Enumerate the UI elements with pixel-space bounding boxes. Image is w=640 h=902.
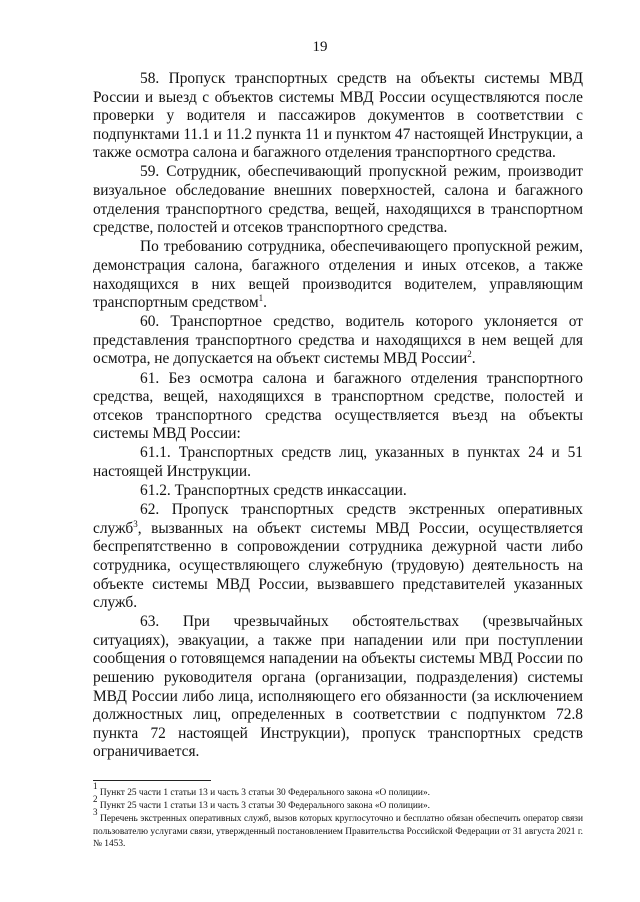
paragraph-59-demonstration: По требованию сотрудника, обеспечивающего пропускной режим, демонстрация салона, багажного отделения и иных отсеков, а также находящихся в них вещей производится водителем, управляющим транспортным средством$^1$. [93,238,583,312]
footnote-separator [93,780,211,781]
footnotes [93,781,584,850]
footnote-ref-3: 3 [133,518,138,529]
paragraph-58: 58. Пропуск транспортных средств на объекты системы МВД России и выезд с объектов системы МВД России осуществляются после проверки у водителя и пассажиров документов в соответствии с подпунктами 11.1 и 11.2 пункта 11 и пунктом 47 настоящей Инструкции, а также осмотра салона и багажного отделения транспортного средства. [93,70,583,162]
document-body [93,70,583,762]
footnote-3: $^3$ Перечень экстренных оперативных служб, вызов которых круглосуточно и бесплатно обязан обеспечить оператор связи пользователю услугами связи, утвержденный постановлением Правительства Российской Федерации от 31 августа 2021 г. № 1453. [93,807,584,849]
paragraph-59: 59. Сотрудник, обеспечивающий пропускной режим, производит визуальное обследование внешних поверхностей, салона и багажного отделения транспортного средства, вещей, находящихся в транспортном средстве, полостей и отсеков транспортного средства. [93,163,583,237]
paragraph-60: 60. Транспортное средство, водитель которого уклоняется от представления транспортного средства и находящихся в нем вещей для осмотра, не допускается на объект системы МВД России$^2$. [93,313,583,368]
paragraph-63: 63. При чрезвычайных обстоятельствах (чрезвычайных ситуациях), эвакуации, а также при нападении или при поступлении сообщения о готовящемся нападении на объекты системы МВД России по решению руководителя органа (организации, подразделения) системы МВД России либо лица, исполняющего его обязанности (за исключением должностных лиц, определенных в соответствии с подпунктом 72.8 пункта 72 настоящей Инструкции), пропуск транспортных средств ограничивается. [93,613,583,761]
paragraph-62: 62. Пропуск транспортных средств экстренных оперативных служб$^3$, вызванных на объект системы МВД России, осуществляется беспрепятственно в сопровождении сотрудника дежурной части либо сотрудника, осуществляющего служебную (трудовую) деятельность на объекте системы МВД России, вызвавшего представителей указанных служб. [93,501,583,612]
paragraph-61-1: 61.1. Транспортных средств лиц, указанных в пунктах 24 и 51 настоящей Инструкции. [93,444,583,480]
footnote-1: $^1$ Пункт 25 части 1 статьи 13 и часть 3 статьи 30 Федерального закона «О полиции». [93,781,430,798]
footnote-ref-2: 2 [467,349,472,360]
page-number: 19 [312,39,328,55]
footnote-2: $^2$ Пункт 25 части 1 статьи 13 и часть 3 статьи 30 Федерального закона «О полиции». [93,794,430,812]
paragraph-61: 61. Без осмотра салона и багажного отделения транспортного средства, вещей, находящихся в транспортном средстве, полостей и отсеков транспортного средства осуществляется въезд на объекты системы МВД России: [93,369,583,443]
paragraph-61-2: 61.2. Транспортных средств инкассации. [140,482,407,500]
footnote-ref-1: 1 [258,293,264,304]
